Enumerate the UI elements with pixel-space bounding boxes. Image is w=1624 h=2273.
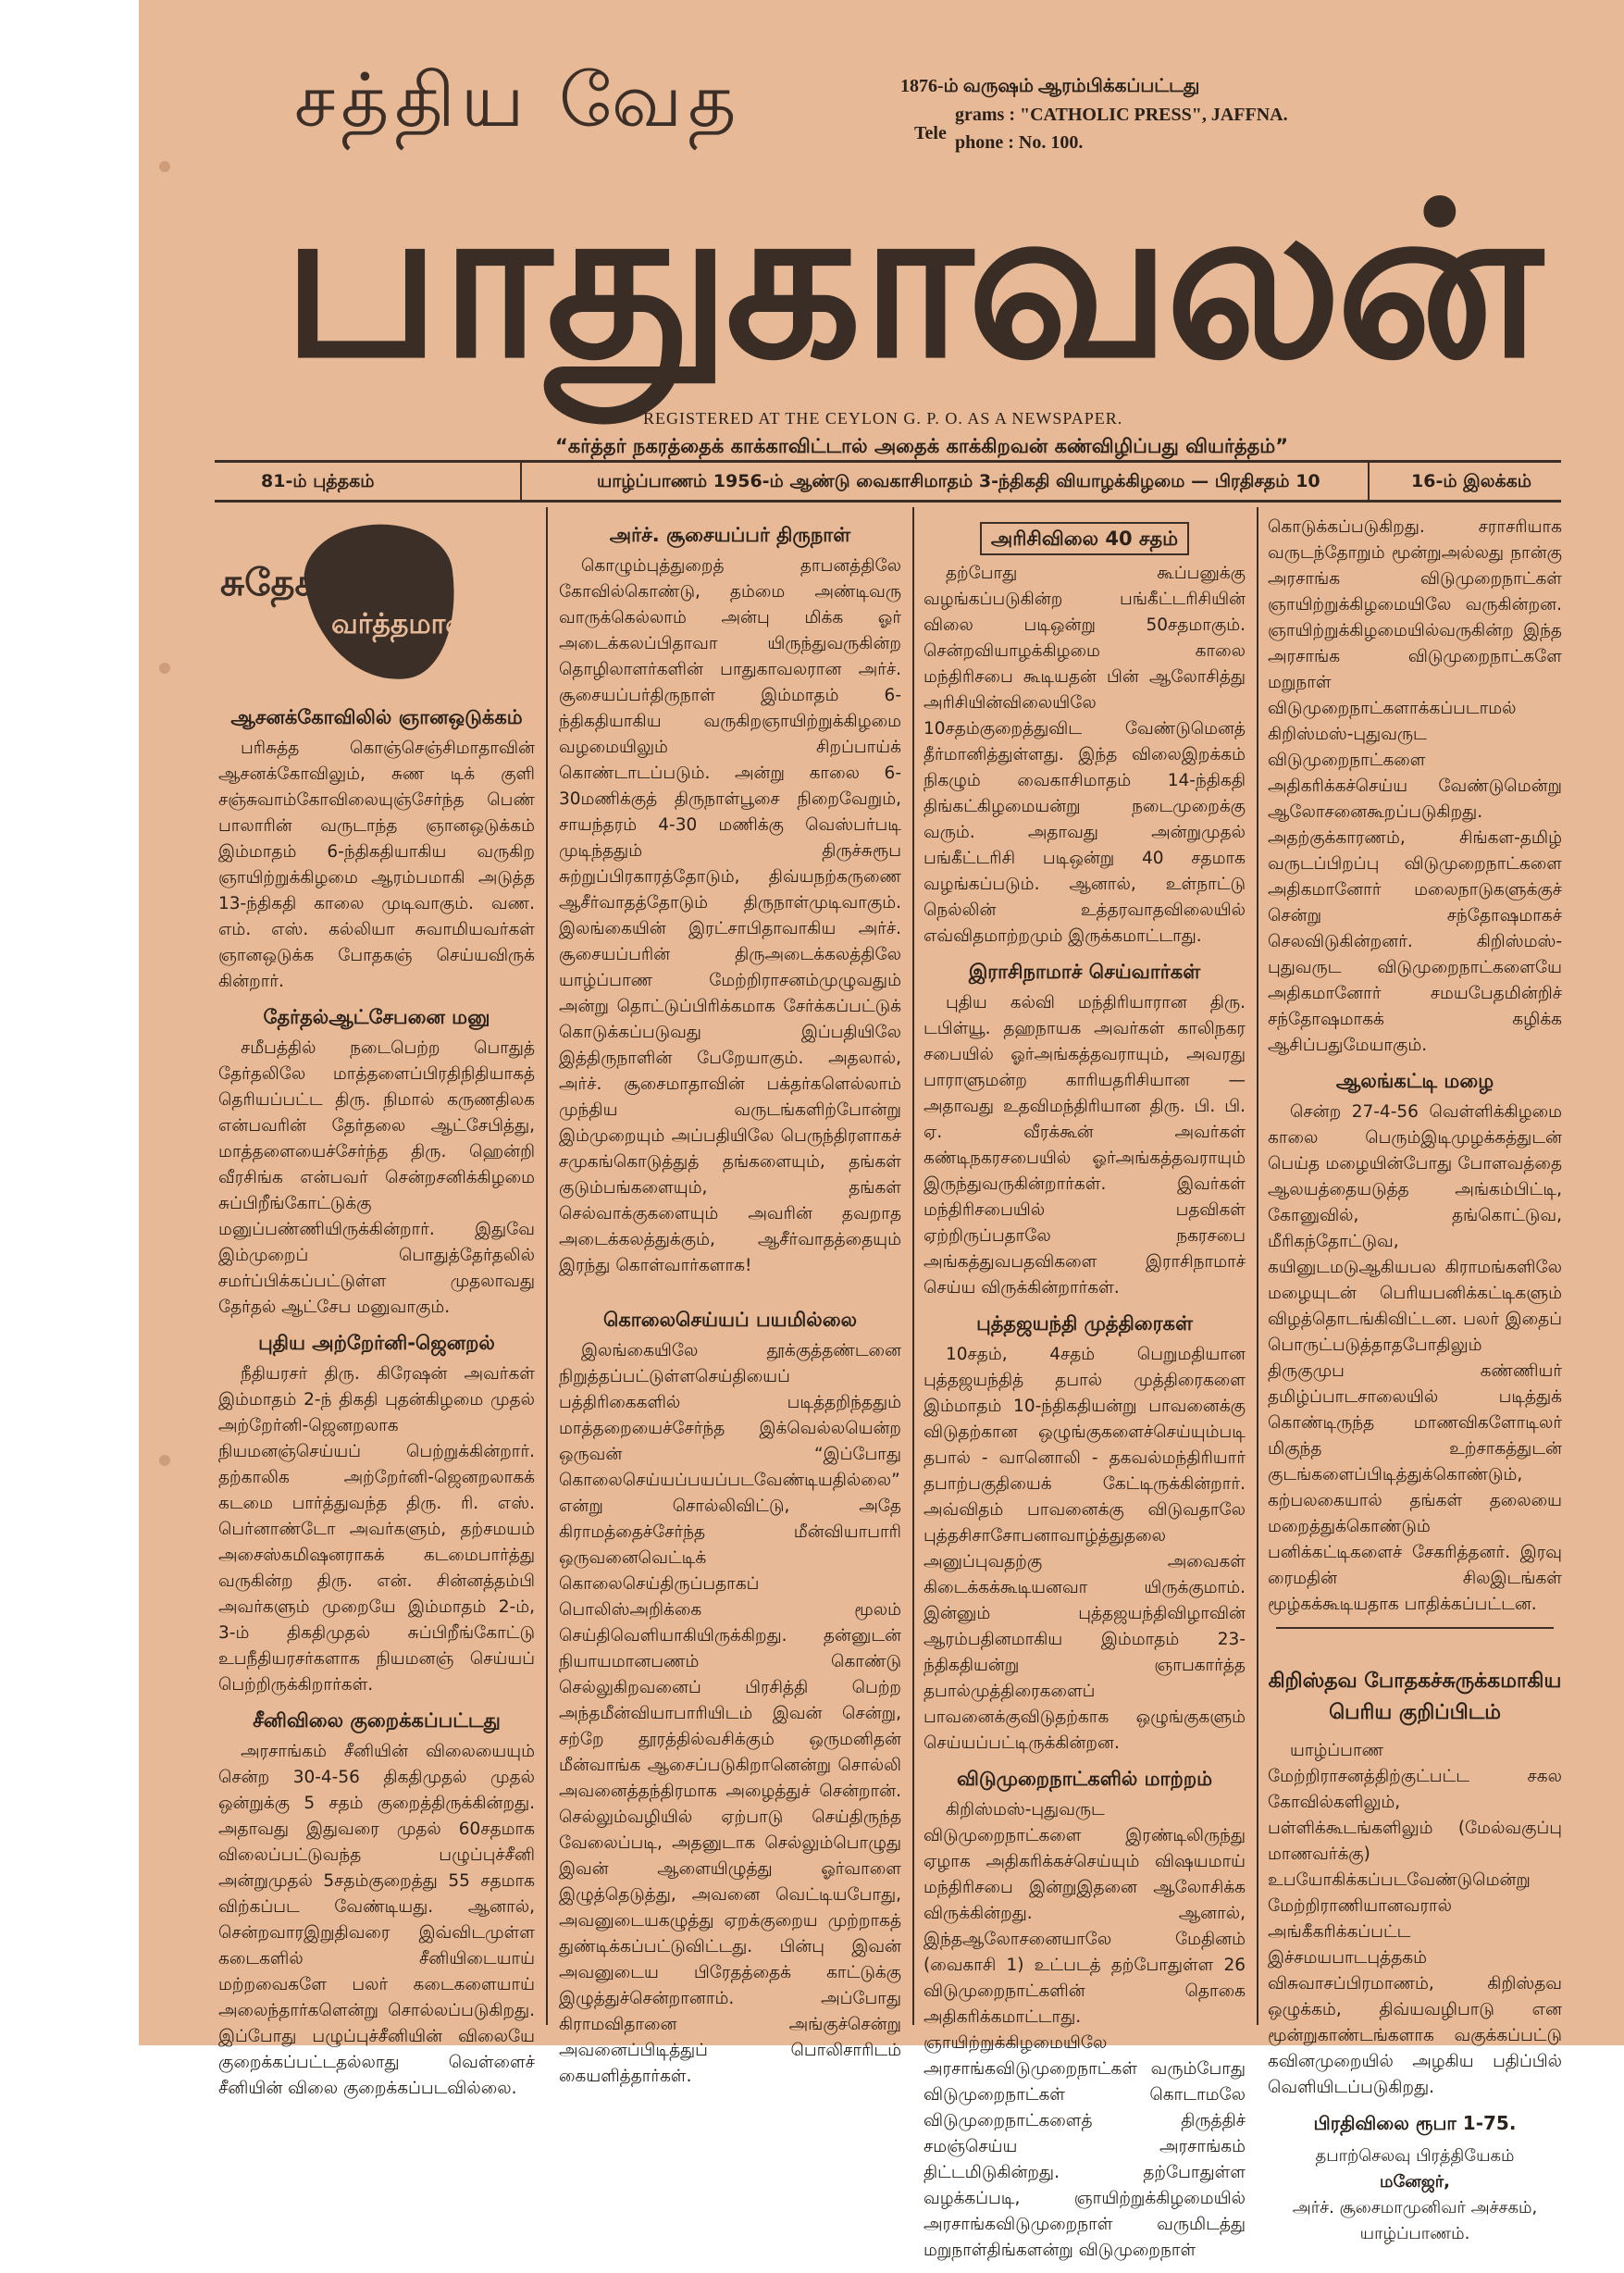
masthead-title: பாதுகாவலன் <box>282 158 1538 405</box>
article-body: 10சதம், 4சதம் பெறுமதியான புத்தஜயந்தித் தபால் முத்திரைகளை இம்மாதம் 10-ந்திகதியன்று பாவனைக்கு விடுதற்கான ஒழுங்குகளைச்செய்யும்படி தபால் - வானொலி - தகவல்மந்திரியார் தபாற்பகுதியைக் கேட்டிருக்கின்றார். அவ்விதம் பாவனைக்கு விடுவதாலே புத்தசிசாசோபனாவாழ்த்துதலை அனுப்புவதற்கு அவைகள் கிடைக்கக்கூடியனவா யிருக்குமாம். இன்னும் புத்தஜயந்திவிழாவின் ஆரம்பதினமாகிய இம்மாதம் 23-ந்திகதியன்று ஞாபகார்த்த தபால்முத்திரைகளைப் பாவனைக்குவிடுதற்காக ஒழுங்குகளும் செய்யப்பட்டிருக்கின்றன. <box>924 1345 1246 1753</box>
divider <box>1276 1627 1554 1629</box>
masthead-title-small: சத்திய வேத <box>294 57 742 143</box>
signature-line: யாழ்ப்பாணம். <box>1359 2224 1470 2243</box>
punch-hole <box>159 161 170 172</box>
ceylon-map-icon <box>298 515 466 691</box>
article-heading: ஆலங்கட்டி மழை <box>1335 1070 1494 1092</box>
logo-text: வர்த்தமானம் <box>331 608 495 640</box>
dateline: யாழ்ப்பாணம் 1956-ம் ஆண்டு வைகாசிமாதம் 3-ந்திகதி வியாழக்கிழமை — பிரதிசதம் 10 <box>597 471 1320 491</box>
notice-title: கிறிஸ்தவ போதகச்சுருக்கமாகிய பெரிய குறிப்பிடம் <box>1268 1670 1562 1724</box>
column-divider <box>546 507 548 2025</box>
swadesha-news-logo <box>220 515 498 695</box>
boxed-heading: அரிசிவிலை 40 சதம் <box>980 522 1189 555</box>
article-body: கொழும்புத்துறைத் தாபனத்திலே கோவில்கொண்டு, தம்மை அண்டிவரு வாருக்கெல்லாம் அன்பு மிக்க ஓர் அடைக்கலப்பிதாவா யிருந்துவருகின்ற தொழிலாளர்களின் பாதுகாவலரான அர்ச். சூசையப்பர்திருநாள் இம்மாதம் 6-ந்திகதியாகிய வருகிறஞாயிற்றுக்கிழமை வழமையிலும் சிறப்பாய்க் கொண்டாடப்படும். அன்று காலை 6-30மணிக்குத் திருநாள்பூசை நிறைவேறும், சாயந்தரம் 4-30 மணிக்கு வெஸ்பர்படி முடிந்ததும் திருச்சுரூப சுற்றுப்பிரகாரத்தோடும், திவ்யநற்கருணை ஆசீர்வாதத்தோடும் திருநாள்முடிவாகும். இலங்கையின் இரட்சாபிதாவாகிய அர்ச். சூசையப்பரின் திருஅடைக்கலத்திலே யாழ்ப்பாண மேற்றிராசனம்முழுவதும் அன்று தொட்டுப்பிரிக்கமாக சேர்க்கப்பட்டுக் கொடுக்கப்படுவது இப்பதியிலே இத்திருநாளின் பேறேயாகும். அதலால், அர்ச். சூசைமாதாவின் பக்தர்களெல்லாம் முந்திய வருடங்களிற்போன்று இம்முறையும் அப்பதியிலே பெருந்திரளாகச் சமுகங்கொடுத்துத் தங்களையும், தங்கள் குடும்பங்களையும், தங்கள் செல்வாக்குகளையும் அவரின் தவறாத அடைக்கலத்துக்கும், ஆசீர்வாதத்தையும் இரந்து கொள்வார்களாக! <box>559 556 901 1275</box>
article-body: இலங்கையிலே தூக்குத்தண்டனை நிறுத்தப்பட்டுள்ளசெய்தியைப் பத்திரிகைகளில் படித்தறிந்ததும் மாத்தறையைச்சேர்ந்த இக்வெல்லயென்ற ஒருவன் “இப்போது கொலைசெய்யப்பயப்படவேண்டியதில்லை” என்று சொல்லிவிட்டு, அதே கிராமத்தைச்சேர்ந்த மீன்வியாபாரி ஒருவனைவெட்டிக் கொலைசெய்திருப்பதாகப் பொலிஸ்அறிக்கை மூலம் செய்திவெளியாகியிருக்கிறது. தன்னுடன் நியாயமானபணம் கொண்டு செல்லுகிறவனைப் பிரசித்தி பெற்ற அந்தமீன்வியாபாரியிடம் இவன் சென்று, சற்றே தூரத்தில்வசிக்கும் ஒருமனிதன் மீன்வாங்க ஆசைப்படுகிறானென்று சொல்லி அவனைத்தந்திரமாக அழைத்துச் சென்றான். செல்லும்வழியில் ஏற்பாடு செய்திருந்த வேலைப்படி, அதனுடாக செல்லும்பொழுது இவன் ஆளையிழுத்து ஓர்வாளை இழுத்தெடுத்து, அவனை வெட்டியபோது, அவனுடையகழுத்து ஏறக்குறைய முற்றாகத் துண்டிக்கப்பட்டுவிட்டது. பின்பு இவன் அவனுடைய பிரேதத்தைக் காட்டுக்கு இழுத்துச்சென்றானாம். அப்போது கிராமவிதானை அங்குச்சென்று அவனைப்பிடித்துப் பொலிசாரிடம் கையளித்தார்கள். <box>559 1341 901 2086</box>
tele-label: Tele <box>914 123 947 143</box>
signature-line: மனேஜர், <box>1380 2172 1450 2192</box>
article-body: கொடுக்கப்படுகிறது. சராசரியாக வருடந்தோறும் மூன்றுஅல்லது நான்கு அரசாங்க விடுமுறைநாட்கள் ஞாயிற்றுக்கிழமையிலே வருகின்றன. ஞாயிற்றுக்கிழமையில்வருகின்ற இந்த அரசாங்க விடுமுறைநாட்களே மறுநாள் விடுமுறைநாட்களாக்கப்படாமல் கிறிஸ்மஸ்-புதுவருட விடுமுறைநாட்களை அதிகரிக்கச்செய்ய வேண்டுமென்று ஆலோசனைகூறப்படுகிறது. அதற்குக்காரணம், சிங்கள-தமிழ் வருடப்பிறப்பு விடுமுறைநாட்களை அதிகமானோர் மலைநாடுகளுக்குச் சென்று சந்தோஷமாகச் செலவிடுகின்றனர். கிறிஸ்மஸ்-புதுவருட விடுமுறைநாட்களையே அதிகமானோர் சமயபேதமின்றிச் சந்தோஷமாகக் கழிக்க ஆசிப்பதுமேயாகும். <box>1268 517 1562 1055</box>
article-body: தற்போது கூப்பனுக்கு வழங்கப்படுகின்ற பங்கீட்டரிசியின் விலை படிஒன்று 50சதமாகும். சென்றவியாழக்கிழமை காலை மந்திரிசபை கூடியதன் பின் ஆலோசித்து அரிசியின்விலையிலே 10சதம்குறைத்துவிட வேண்டுமெனத் தீர்மானித்துள்ளது. இந்த விலைஇறக்கம் நிகழும் வைகாசிமாதம் 14-ந்திகதி திங்கட்கிழமையன்று நடைமுறைக்கு வரும். அதாவது அன்றுமுதல் பங்கீட்டரிசி படிஒன்று 40 சதமாக வழங்கப்படும். ஆனால், உள்நாட்டு நெல்லின் உத்தரவாதவிலையில் எவ்விதமாற்றமும் இருக்கமாட்டாது. <box>924 564 1246 946</box>
column-4 <box>1268 515 1562 2247</box>
article-body: சென்ற 27-4-56 வெள்ளிக்கிழமை காலை பெரும்இடிமுழக்கத்துடன் பெய்த மழையின்போது போளவத்தை ஆலயத்தையடுத்த அங்கம்பிட்டி, கோனுவில், தங்கொட்டுவ, மீரிகந்தோட்டுவ, கயினுடமடுஆகியபல கிராமங்களிலே மழையுடன் பெரியபனிக்கட்டிகளும் விழத்தொடங்கிவிட்டன. பலர் இதைப் பொருட்படுத்தாதபோதிலும் திருகுமுப கண்ணியர் தமிழ்ப்பாடசாலையில் படித்துக் கொண்டிருந்த மாணவிகளோடிலர் மிகுந்த உற்சாகத்துடன் குடங்களைப்பிடித்துக்கொண்டும், கற்பலகையால் தங்கள் தலையை மறைத்துக்கொண்டும் பனிக்கட்டிகளைச் சேகரித்தனர். இரவு ரைமதின் சிலஇடங்கள் மூழ்கக்கூடியதாக பாதிக்கப்பட்டன. <box>1268 1102 1562 1614</box>
column-divider <box>912 507 914 2025</box>
column-1 <box>218 515 535 2111</box>
article-body: நீதியரசர் திரு. கிரேஷன் அவர்கள் இம்மாதம் 2-ந் திகதி புதன்கிழமை முதல் அற்றேர்னி-ஜெனறலாக நியமனஞ்செய்யப் பெற்றுக்கின்றார். தற்காலிக அற்றேர்னி-ஜெனறலாகக் கடமை பார்த்துவந்த திரு. ரி. எஸ். பெர்னாண்டோ அவர்களும், தற்சமயம் அசைஸ்கமிஷனராகக் கடமைபார்த்து வருகின்ற திரு. என். சின்னத்தம்பி அவர்களும் முறையே இம்மாதம் 2-ம், 3-ம் திகதிமுதல் சுப்பிறீங்கோட்டு உபநீதியரசர்களாக நியமனஞ் செய்யப் பெற்றிருக்கிறார்கள். <box>218 1364 535 1695</box>
divider <box>520 460 522 503</box>
article-heading: புதிய அற்றேர்னி-ஜெனறல் <box>258 1332 495 1354</box>
punch-hole <box>159 663 170 674</box>
issue-number: 16-ம் இலக்கம் <box>1411 471 1532 491</box>
column-divider <box>1257 507 1258 2025</box>
article-heading: ஆசனக்கோவிலில் ஞானஒடுக்கம் <box>230 706 523 728</box>
column-3 <box>924 515 1246 2273</box>
article-heading: அர்ச். சூசையப்பர் திருநாள் <box>609 524 851 546</box>
article-body: புதிய கல்வி மந்திரியாரான திரு. டபிள்யூ. தஹநாயக அவர்கள் காலிநகர சபையில் ஓர்அங்கத்தவராயும், அவரது பாராளுமன்ற காரியதரிசியான — அதாவது உதவிமந்திரியான திரு. பி. பி. ஏ. வீரக்கூன் அவர்கள் கண்டிநகரசபையில் ஓர்அங்கத்தவராயும் இருந்துவருகின்றார்கள். இவர்கள் மந்திரிசபையில் பதவிகள் ஏற்றிருப்பதாலே நகரசபை அங்கத்துவபதவிகளை இராசிநாமாச் செய்ய விருக்கின்றார்கள். <box>924 993 1246 1298</box>
logo-text: சுதேச <box>220 562 316 604</box>
article-heading: விடுமுறைநாட்களில் மாற்றம் <box>956 1768 1213 1790</box>
telephone-line: phone : No. 100. <box>955 132 1084 153</box>
punch-hole <box>159 1455 170 1466</box>
article-body: அரசாங்கம் சீனியின் விலையையும் சென்ற 30-4-56 திகதிமுதல் முதல் ஒன்றுக்கு 5 சதம் குறைத்திருக்கின்றது. அதாவது இதுவரை முதல் 60சதமாக விலைப்பட்டுவந்த பழுப்புச்சீனி அன்றுமுதல் 5சதம்குறைத்து 55 சதமாக விற்கப்பட வேண்டியது. ஆனால், சென்றவாரஇறுதிவரை இவ்விடமுள்ள கடைகளில் சீனியிடையாய் மற்றவைகளே பலர் கடைகளையாய் அலைந்தார்களென்று சொல்லப்படுகிறது. இப்போது பழுப்புச்சீனியின் விலையே குறைக்கப்பட்டதல்லாது வெள்ளைச் சீனியின் விலை குறைக்கப்படவில்லை. <box>218 1742 535 2098</box>
article-heading: புத்தஜயந்தி முத்திரைகள் <box>976 1312 1193 1335</box>
article-heading: தேர்தல்ஆட்சேபனை மனு <box>263 1006 490 1028</box>
article-body: பரிசுத்த கொஞ்செஞ்சிமாதாவின் ஆசனக்கோவிலும், சுண டிக் குளி சஞ்சுவாம்கோவிலையுஞ்சேர்ந்த பெண் பாலாரின் வருடாந்த ஞானஒடுக்கம் இம்மாதம் 6-ந்திகதியாகிய வருகிற ஞாயிற்றுக்கிழமை ஆரம்பமாகி அடுத்த 13-ந்திகதி காலை முடிவாகும். வண. எம். எஸ். கல்லியா சுவாமியவர்கள் ஞானஒடுக்க போதகஞ் செய்யவிருக் கின்றார். <box>218 739 535 991</box>
registration-note: REGISTERED AT THE CEYLON G. P. O. AS A NEWSPAPER. <box>643 409 1123 428</box>
article-heading <box>924 522 1246 555</box>
motto: “கர்த்தர் நகரத்தைக் காக்காவிட்டால் அதைக் காக்கிறவன் கண்விழிப்பது வியர்த்தம்” <box>555 435 1289 457</box>
article-body: கிறிஸ்மஸ்-புதுவருட விடுமுறைநாட்களை இரண்டிலிருந்து ஏழாக அதிகரிக்கச்செய்யும் விஷயமாய் மந்திரிசபை இன்றுஇதனை ஆலோசிக்க விருக்கின்றது. ஆனால், இந்தஆலோசனையாலே மேதினம் (வைகாசி 1) உட்படத் தற்போதுள்ள 26 விடுமுறைநாட்களின் தொகை அதிகரிக்கமாட்டாது. ஞாயிற்றுக்கிழமையிலே அரசாங்கவிடுமுறைநாட்கள் வரும்போது விடுமுறைநாட்கள் கொடாமலே விடுமுறைநாட்களைத் திருத்திச் சமஞ்செய்ய அரசாங்கம் திட்டமிடுகின்றது. தற்போதுள்ள வழக்கப்படி, ஞாயிற்றுக்கிழமையில் அரசாங்கவிடுமுறைநாள் வருமிடத்து மறுநாள்திங்களன்று விடுமுறைநாள் <box>924 1800 1246 2260</box>
founded-note: 1876-ம் வருஷம் ஆரம்பிக்கப்பட்டது <box>900 76 1200 96</box>
telegrams-line: grams : "CATHOLIC PRESS", JAFFNA. <box>955 105 1288 125</box>
volume-number: 81-ம் புத்தகம் <box>261 471 375 491</box>
article-heading: சீனிவிலை குறைக்கப்பட்டது <box>253 1709 501 1732</box>
divider <box>1368 460 1370 503</box>
column-2 <box>559 515 901 2099</box>
article-body: சமீபத்தில் நடைபெற்ற பொதுத் தேர்தலிலே மாத்தளைப்பிரதிநிதியாகத் தெரியப்பட்ட திரு. நிமால் கருணதிலக என்பவரின் தேர்தலை ஆட்சேபித்து, மாத்தளையைச்சேர்ந்த திரு. ஹென்றி வீரசிங்க என்பவர் சென்றசனிக்கிழமை சுப்பிறீங்கோட்டுக்கு மனுப்பண்ணியிருக்கின்றார். இதுவே இம்முறைப் பொதுத்தேர்தலில் சமர்ப்பிக்கப்பட்டுள்ள முதலாவது தேர்தல் ஆட்சேப மனுவாகும். <box>218 1038 535 1317</box>
divider <box>215 500 1561 503</box>
divider <box>215 460 1561 463</box>
article-heading: கொலைசெய்யப் பயமில்லை <box>602 1309 857 1331</box>
price-label: பிரதிவிலை ரூபா 1-75. <box>1313 2112 1517 2134</box>
notice-body: யாழ்ப்பாண மேற்றிராசனத்திற்குட்பட்ட சகல கோவில்களிலும், பள்ளிக்கூடங்களிலும் (மேல்வகுப்பு மாணவர்க்கு) உபயோகிக்கப்படவேண்டுமென்று மேற்றிராணியானவரால் அங்கீகரிக்கப்பட்ட இச்சமயபாடபுத்தகம் விசுவாசப்பிரமாணம், கிறிஸ்தவ ஒழுக்கம், திவ்யவழிபாடு என மூன்றுகாண்டங்களாக வகுக்கப்பட்டு கவினமுறையில் அழகிய பதிப்பில் வெளியிடப்படுகிறது. <box>1268 1741 1562 2097</box>
signature-line: தபாற்செலவு பிரத்தியேகம் <box>1315 2146 1515 2166</box>
article-heading: இராசிநாமாச் செய்வார்கள் <box>968 961 1201 983</box>
signature-line: அர்ச். சூசைமாமுனிவர் அச்சகம், <box>1292 2198 1538 2217</box>
